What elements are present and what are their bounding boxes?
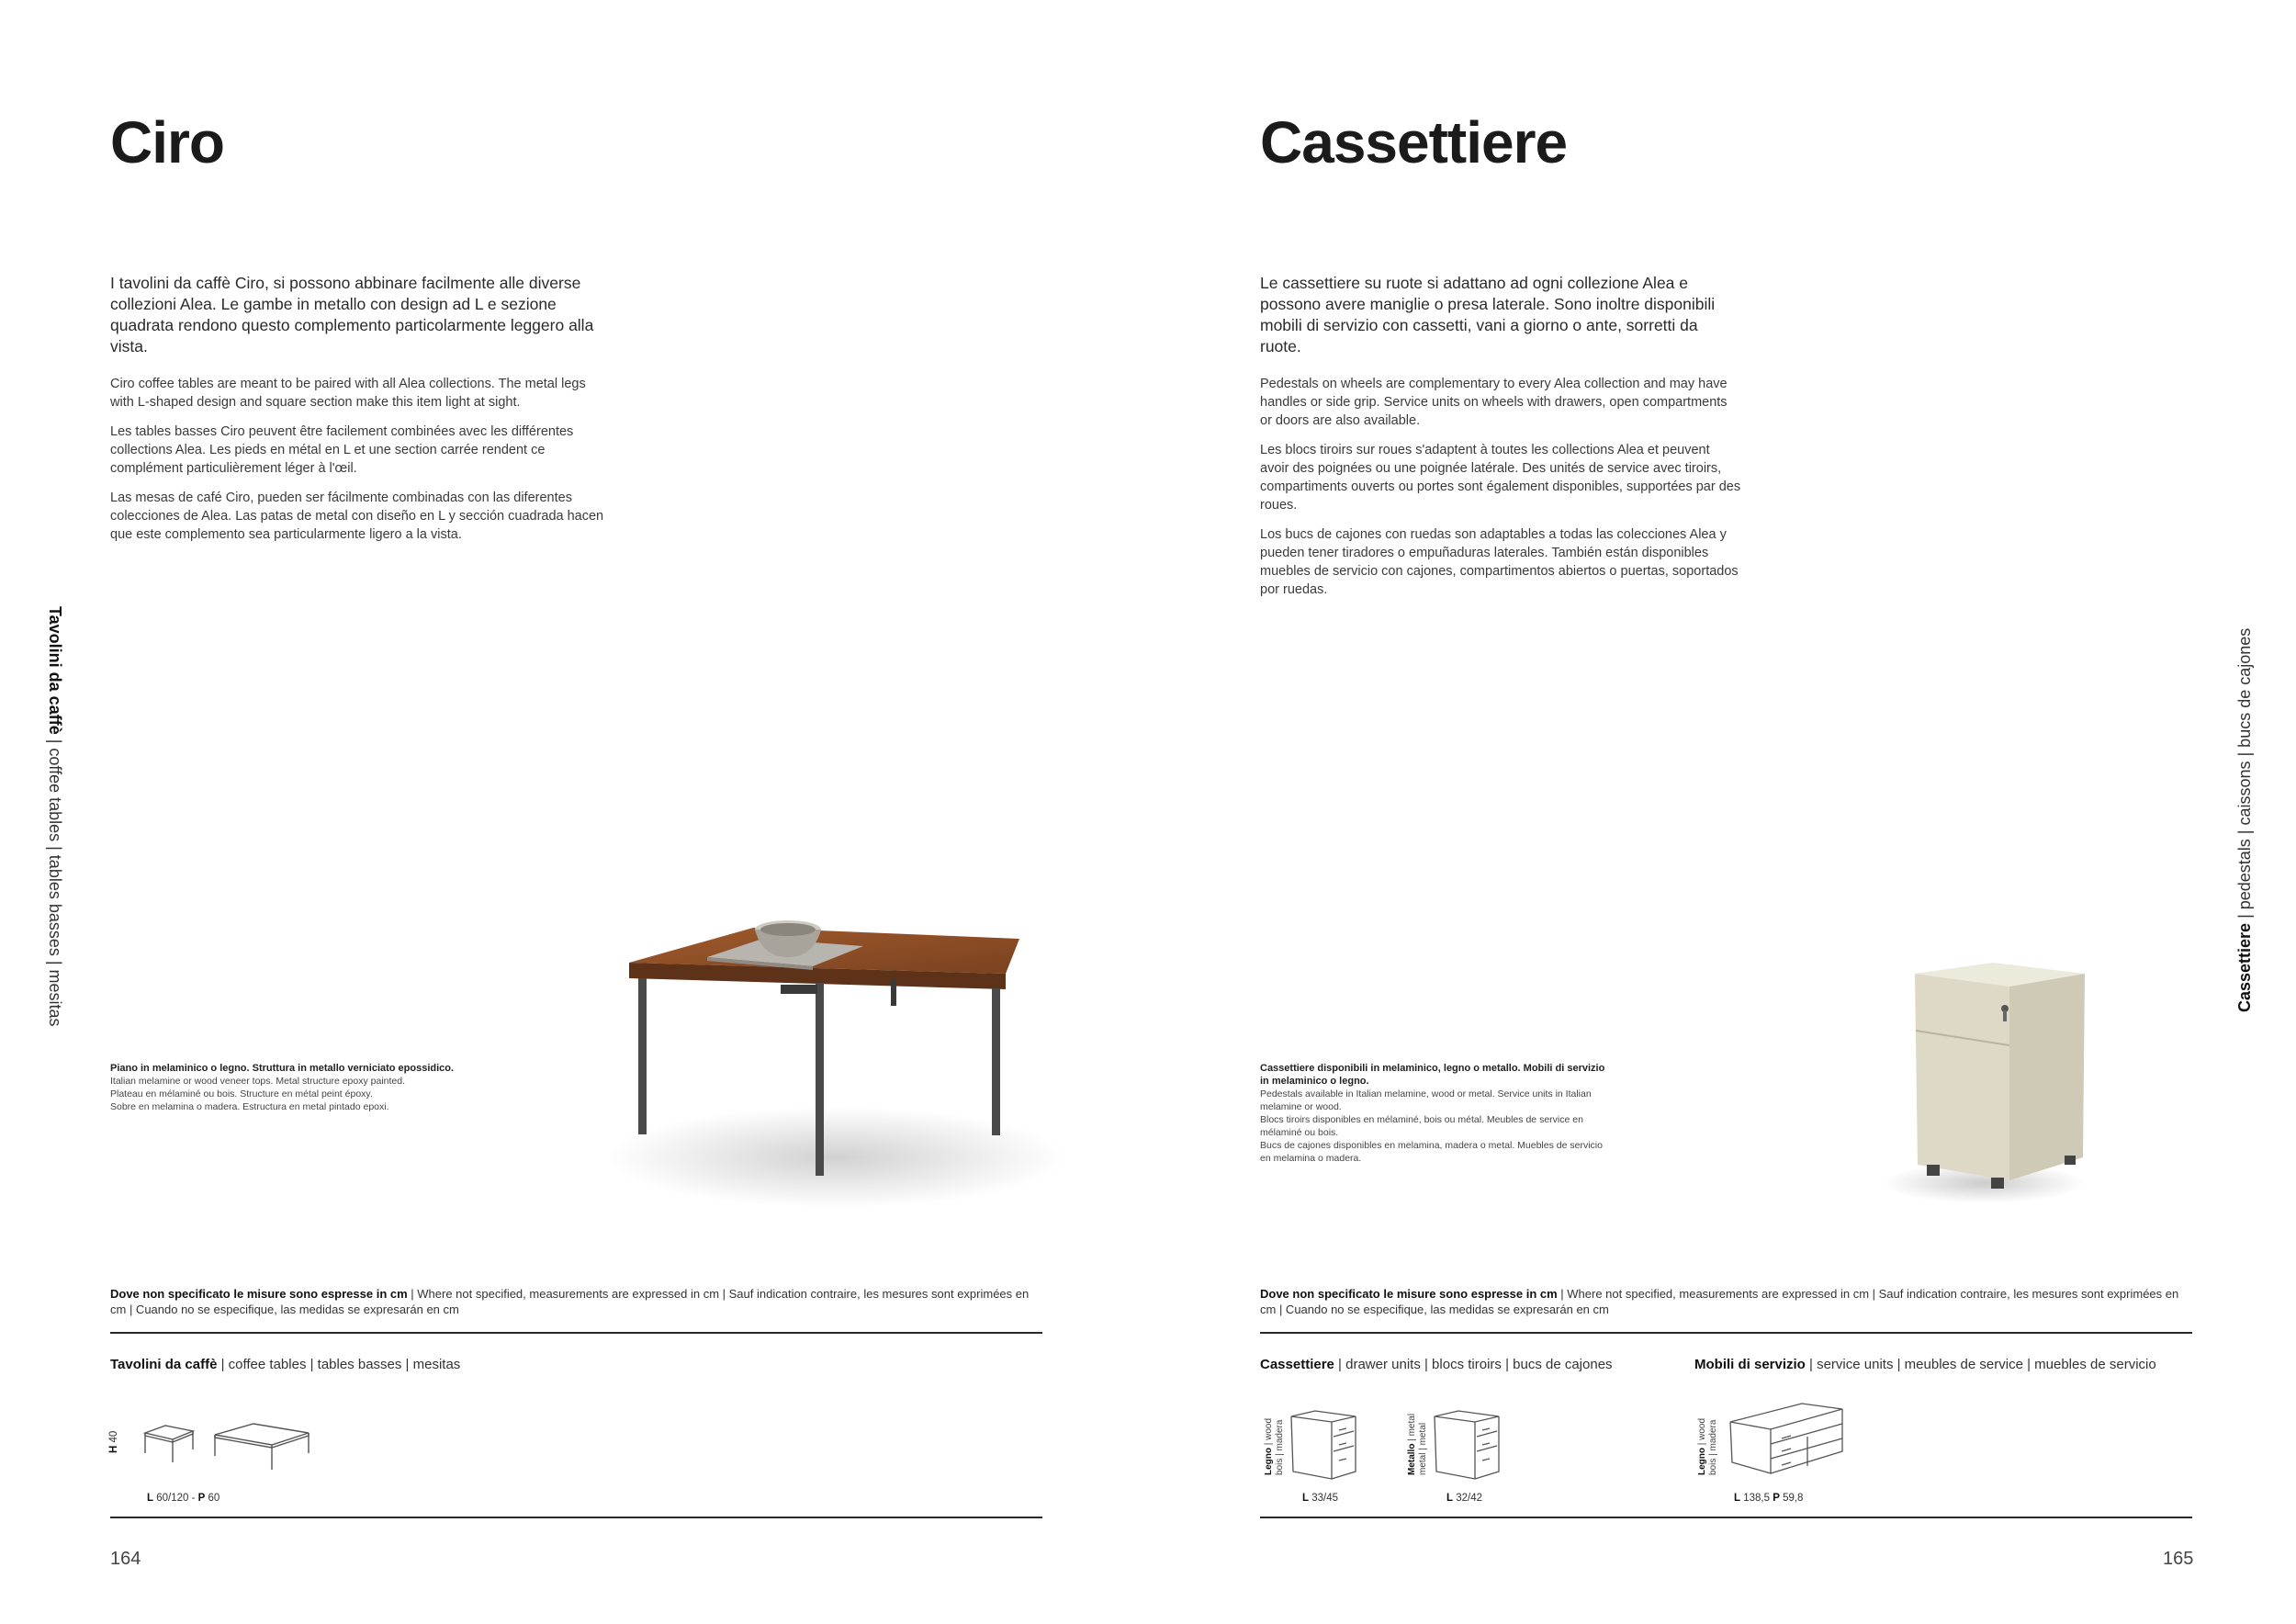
page-title-ciro: Ciro <box>110 109 224 175</box>
side-section-label <box>45 606 64 1027</box>
dim-l-value: 33/45 <box>1309 1493 1339 1504</box>
height-label <box>108 1431 119 1453</box>
dim-l-letter: L <box>1302 1493 1310 1504</box>
material-rest: | metal <box>1407 1413 1417 1444</box>
material-label-metal <box>1407 1414 1429 1475</box>
coffee-table-image <box>588 882 1102 1222</box>
wood-pedestal-drawing <box>1286 1405 1378 1483</box>
height-label-letter: H <box>108 1445 119 1453</box>
divider <box>110 1517 1042 1518</box>
description-es: Los bucs de cajones con ruedas son adaptables a todas las colecciones Alea y pueden tener tiradores o empuñaduras laterales. También están disponibles muebles de servicio con cajones, compartimentos abiertos o puertas, soportados por ruedas. <box>1260 527 1739 597</box>
caption-line-en: Italian melamine or wood veneer tops. Metal structure epoxy painted. <box>110 1076 406 1087</box>
caption-line-fr: Plateau en mélaminé ou bois. Structure en métal peint époxy. <box>110 1088 373 1100</box>
service-unit-dimensions <box>1734 1493 1803 1504</box>
measurement-note <box>110 1286 1038 1317</box>
side-label-bold: Tavolini da caffè <box>46 606 64 735</box>
side-section-label <box>2235 628 2255 1012</box>
metal-pedestal-drawing <box>1429 1405 1521 1483</box>
drawer-wood-dimensions <box>1302 1493 1338 1504</box>
side-label-rest: | coffee tables | tables basses | mesitas <box>46 734 64 1027</box>
section-heading-drawer-units <box>1260 1357 1613 1372</box>
description-block <box>110 375 611 555</box>
material-bold: Legno <box>1697 1448 1707 1475</box>
caption-bold: Cassettiere disponibili in melaminico, legno o metallo. Mobili di servizio in melaminico o legno. <box>1260 1063 1605 1087</box>
description-fr: Les blocs tiroirs sur roues s'adaptent à toutes les collections Alea et peuvent avoir des poignées ou une poignée latérale. Des unités de service avec tiroirs, compartiments ouverts ou portes sont également disponibles, supportées par des roues. <box>1260 443 1741 513</box>
drawer-metal-dimensions <box>1446 1493 1482 1504</box>
service-unit-drawing <box>1727 1396 1846 1483</box>
description-es: Las mesas de café Ciro, pueden ser fácilmente combinadas con las diferentes colecciones de Alea. Las patas de metal con diseño en L y sección cuadrada hacen que este complemento sea particularmente ligero a la vista. <box>110 491 604 542</box>
table-line-drawings <box>138 1415 312 1479</box>
divider <box>1260 1517 2192 1518</box>
material-rest: | wood <box>1697 1417 1707 1448</box>
section-heading-bold: Mobili di servizio <box>1694 1357 1806 1372</box>
material-line2: bois | madera <box>1275 1419 1285 1475</box>
caption-line-fr: Blocs tiroirs disponibles en mélaminé, bois ou métal. Meubles de service en mélaminé ou bois. <box>1260 1114 1583 1138</box>
caption-line-es: Bucs de cajones disponibles en melamina, madera o metal. Muebles de servicio en melamina o madera. <box>1260 1140 1603 1164</box>
section-heading-service-units <box>1694 1357 2156 1372</box>
page-number-left: 164 <box>110 1549 141 1569</box>
material-label-wood <box>1697 1418 1719 1475</box>
dim-l-value: 32/42 <box>1453 1493 1483 1504</box>
section-heading <box>110 1357 460 1372</box>
description-block <box>1260 375 1742 610</box>
note-bold: Dove non specificato le misure sono espresse in cm <box>1260 1287 1558 1301</box>
caption-line-en: Pedestals available in Italian melamine, wood or metal. Service units in Italian melamine or wood. <box>1260 1088 1592 1112</box>
side-label-rest: | pedestals | caissons | bucs de cajones <box>2235 627 2254 923</box>
description-fr: Les tables basses Ciro peuvent être facilement combinées avec les différentes collections Alea. Les pieds en métal en L et une section carrée rendent ce complément particulièrement léger à l'œil. <box>110 424 574 476</box>
page-title-cassettiere: Cassettiere <box>1260 109 1568 175</box>
caption-line-es: Sobre en melamina o madera. Estructura en metal pintado epoxi. <box>110 1101 389 1112</box>
intro-text: I tavolini da caffè Ciro, si possono abbinare facilmente alle diverse collezioni Alea. Le gambe in metallo con design ad L e sezione quadrata rendono questo complemento particolarmente leggero alla vista. <box>110 274 594 355</box>
dim-l-value: 60/120 - <box>153 1493 198 1504</box>
dim-l-letter: L <box>147 1493 154 1504</box>
material-line2: metal | metal <box>1418 1422 1428 1475</box>
material-bold: Legno <box>1264 1448 1274 1475</box>
table-dimensions <box>147 1493 219 1504</box>
section-heading-rest: | coffee tables | tables basses | mesitas <box>217 1357 461 1372</box>
dim-l-letter: L <box>1734 1493 1741 1504</box>
dim-l-letter: L <box>1446 1493 1454 1504</box>
material-line2: bois | madera <box>1708 1419 1718 1475</box>
caption-bold: Piano in melaminico o legno. Struttura in metallo verniciato epossidico. <box>110 1063 455 1074</box>
note-rest: | Where not specified, measurements are expressed in cm | Sauf indication contraire, les mesures sont exprimées en cm | Cuando no se especifique, las medidas se expresarán en cm <box>1260 1287 2179 1316</box>
side-label-bold: Cassettiere <box>2235 922 2254 1012</box>
section-heading-rest: | service units | meubles de service | muebles de servicio <box>1805 1357 2156 1372</box>
dim-p-value: 60 <box>205 1493 220 1504</box>
material-rest: | wood <box>1264 1417 1274 1448</box>
dim-p-letter: P <box>197 1493 206 1504</box>
divider <box>1260 1332 2192 1334</box>
height-label-value: 40 <box>108 1430 119 1446</box>
divider <box>110 1332 1042 1334</box>
note-bold: Dove non specificato le misure sono espresse in cm <box>110 1287 408 1301</box>
image-caption <box>110 1062 478 1113</box>
intro-text: Le cassettiere su ruote si adattano ad ogni collezione Alea e possono avere maniglie o presa laterale. Sono inoltre disponibili mobili di servizio con cassetti, vani a giorno o ante, sorretti da ruote. <box>1260 274 1716 355</box>
description-en: Ciro coffee tables are meant to be paired with all Alea collections. The metal legs with L-shaped design and square section make this item light at sight. <box>110 377 586 410</box>
dim-p-value: 59,8 <box>1779 1493 1804 1504</box>
page-number-right: 165 <box>2163 1549 2194 1569</box>
description-en: Pedestals on wheels are complementary to every Alea collection and may have handles or side grip. Service units on wheels with drawers, open compartments or doors are also available. <box>1260 377 1728 428</box>
measurement-note <box>1260 1286 2197 1317</box>
dim-l-value: 138,5 <box>1740 1493 1773 1504</box>
dim-p-letter: P <box>1773 1493 1780 1504</box>
section-heading-bold: Tavolini da caffè <box>110 1357 218 1372</box>
material-bold: Metallo <box>1407 1443 1417 1475</box>
pedestal-image <box>1874 937 2103 1212</box>
note-rest: | Where not specified, measurements are expressed in cm | Sauf indication contraire, les mesures sont exprimées en cm | Cuando no se especifique, las medidas se expresarán en cm <box>110 1287 1030 1316</box>
material-label-wood <box>1264 1418 1286 1475</box>
image-caption <box>1260 1062 1614 1165</box>
section-heading-rest: | drawer units | blocs tiroirs | bucs de cajones <box>1334 1357 1613 1372</box>
section-heading-bold: Cassettiere <box>1260 1357 1334 1372</box>
